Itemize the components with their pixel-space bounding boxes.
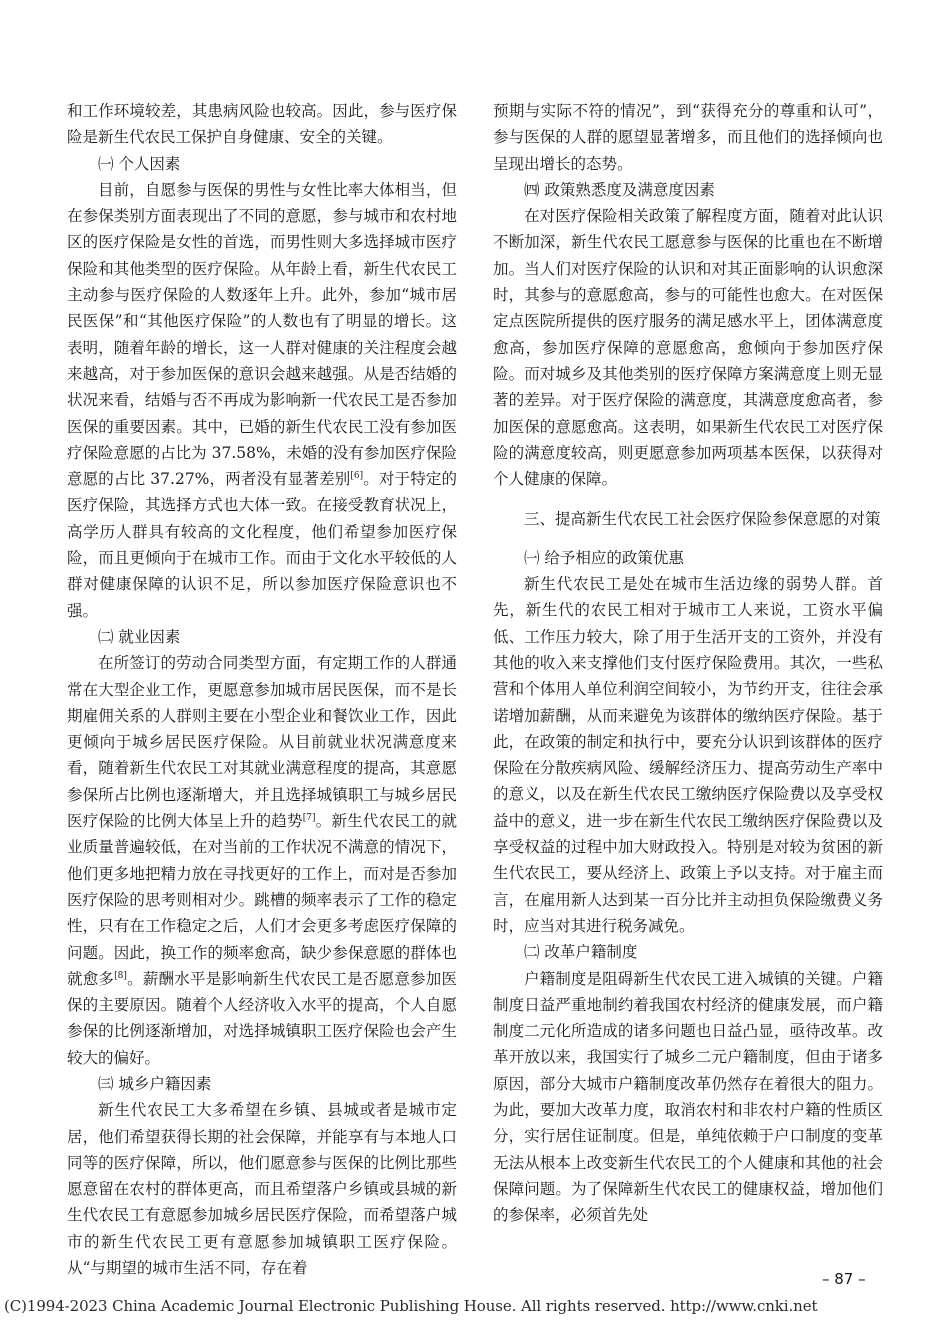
right-column [493, 98, 883, 1228]
paragraph-hukou-continued: 预期与实际不符的情况”，到“获得充分的尊重和认可”，参与医保的人群的愿望显著增多，而且他们的选择倾向也呈现出增长的态势。 [493, 102, 883, 173]
heading-policy-familiarity: ㈣ 政策熟悉度及满意度因素 [524, 180, 715, 199]
paragraph-intro-continued: 和工作环境较差，其患病风险也较高。因此，参与医疗保险是新生代农民工保护自身健康、安全的关键。 [67, 102, 457, 147]
paragraph-hukou-reform: 户籍制度是阻碍新生代农民工进入城镇的关键。户籍制度日益严重地制约着我国农村经济的健康发展，而户籍制度二元化所造成的诸多问题也日益凸显，亟待改革。改革开放以来，我国实行了城乡二元户籍制度，但由于诸多原因，部分大城市户籍制度改革仍然存在着很大的阻力。为此，要加大改革力度，取消农村和非农村户籍的性质区分，实行居住证制度。但是，单纯依赖于户口制度的变革无法从根本上改变新生代农民工的个人健康和其他的社会保障问题。为了保障新生代农民工的健康权益，增加他们的参保率，必须首先处 [493, 969, 883, 1225]
paragraph-hukou-factors: 新生代农民工大多希望在乡镇、县城或者是城市定居，他们希望获得长期的社会保障，并能享有与本地人口同等的医疗保障，所以，他们愿意参与医保的比例比那些愿意留在农村的群体更高，而且希望落户乡镇或县城的新生代农民工有意愿参加城乡居民医疗保险，而希望落户城市的新生代农民工更有意愿参加城镇职工医疗保险。从“与期望的城市生活不同，存在着 [67, 1101, 457, 1278]
citation-8[interactable]: [8] [114, 970, 127, 981]
copyright-footer: (C)1994-2023 China Academic Journal Electronic Publishing House. All rights reserved. http://www.cnki.net [4, 1297, 818, 1315]
paragraph-policy-incentives: 新生代农民工是处在城市生活边缘的弱势人群。首先，新生代的农民工相对于城市工人来说，工资水平偏低、工作压力较大，除了用于生活开支的工资外，并没有其他的收入来支撑他们支付医疗保险费用。其次，一些私营和个体用人单位利润空间较小，为节约开支，往往会承诺增加薪酬，从而来避免为该群体的缴纳医疗保险。基于此，在政策的制定和执行中，要充分认识到该群体的医疗保险在分散疾病风险、缓解经济压力、提高劳动生产率中的意义，以及在新生代农民工缴纳医疗保险费以及享受权益中的意义，进一步在新生代农民工缴纳医疗保险费以及享受权益的过程中加大财政投入。特别是对较为贫困的新生代农民工，要从经济上、政策上予以支持。对于雇主而言，在雇用新人达到某一百分比并主动担负保险缴费义务时，应当对其进行税务减免。 [493, 575, 883, 935]
left-column [67, 98, 457, 1281]
page-number: – 87 – [822, 1270, 866, 1288]
citation-7[interactable]: [7] [302, 812, 316, 823]
personal-text-a: 目前，自愿参与医保的男性与女性比率大体相当，但在参保类别方面表现出了不同的意愿，参与城市和农村地区的医疗保险是女性的首选，而男性则大多选择城市医疗保险和其他类型的医疗保险。从年龄上看，新生代农民工主动参与医疗保险的人数逐年上升。此外，参加“城市居民医保”和“其他医疗保险”的人数也有了明显的增长。这表明，随着年龄的增长，这一人群对健康的关注程度会越来越高，对于参加医保的意识会越来越强。从是否结婚的状况来看，结婚与否不再成为影响新一代农民工是否参加医保的重要因素。其中，已婚的新生代农民工没有参加医疗保险意愿的占比为 37.58%，未婚的没有参加医疗保险意愿的占比 37.27%，两者没有显著差别 [67, 180, 457, 489]
citation-6[interactable]: [6] [350, 471, 364, 481]
employment-text-c: 。薪酬水平是影响新生代农民工是否愿意参加医保的主要原因。随着个人经济收入水平的提高，个人自愿参保的比例逐渐增加，对选择城镇职工医疗保险也会产生较大的偏好。 [67, 969, 457, 1067]
heading-personal-factors: ㈠ 个人因素 [98, 154, 181, 173]
paragraph-personal-factors [67, 177, 457, 624]
heading-policy-incentives: ㈠ 给予相应的政策优惠 [524, 548, 684, 567]
personal-text-b: 。对于特定的医疗保险，其选择方式也大体一致。在接受教育状况上，高学历人群具有较高的文化程度，他们希望参加医疗保险，而且更倾向于在城市工作。而由于文化水平较低的人群对健康保障的认识不足，所以参加医疗保险意识也不强。 [67, 470, 457, 620]
heading-employment-factors: ㈡ 就业因素 [98, 627, 181, 646]
paragraph-employment-factors [67, 650, 457, 1071]
heading-hukou-factors: ㈢ 城乡户籍因素 [98, 1074, 212, 1093]
employment-text-a: 在所签订的劳动合同类型方面，有定期工作的人群通常在大型企业工作，更愿意参加城市居民医保，而不是长期雇佣关系的人群则主要在小型企业和餐饮业工作，因此更倾向于城乡居民医疗保险。从目前就业状况满意度来看，随着新生代农民工对其就业满意程度的提高，其意愿参保所占比例也逐渐增大，并且选择城镇职工与城乡居民医疗保险的比例大体呈上升的趋势 [67, 654, 457, 831]
section-heading-countermeasures: 三、提高新生代农民工社会医疗保险参保意愿的对策 [524, 510, 881, 529]
employment-text-b: 。新生代农民工的就业质量普遍较低，在对当前的工作状况不满意的情况下，他们更多地把精力放在寻找更好的工作上，而对是否参加医疗保险的思考则相对少。跳槽的频率表示了工作的稳定性，只有在工作稳定之后，人们才会更多考虑医疗保障的问题。因此，换工作的频率愈高，缺少参保意愿的群体也就愈多 [67, 812, 457, 988]
paragraph-policy-familiarity: 在对医疗保险相关政策了解程度方面，随着对此认识不断加深，新生代农民工愿意参与医保的比重也在不断增加。当人们对医疗保险的认识和对其正面影响的认识愈深时，其参与的意愿愈高，参与的可能性也愈大。在对医保定点医院所提供的医疗服务的满足感水平上，团体满意度愈高，参加医疗保障的意愿愈高，愈倾向于参加医疗保险。而对城乡及其他类别的医疗保障方案满意度上则无显著的差异。对于医疗保险的满意度，其满意度愈高者，参加医保的意愿愈高。这表明，如果新生代农民工对医疗保险的满意度较高，则更愿意参加两项基本医保，以获得对个人健康的保障。 [493, 207, 883, 489]
heading-hukou-reform: ㈡ 改革户籍制度 [524, 943, 638, 962]
